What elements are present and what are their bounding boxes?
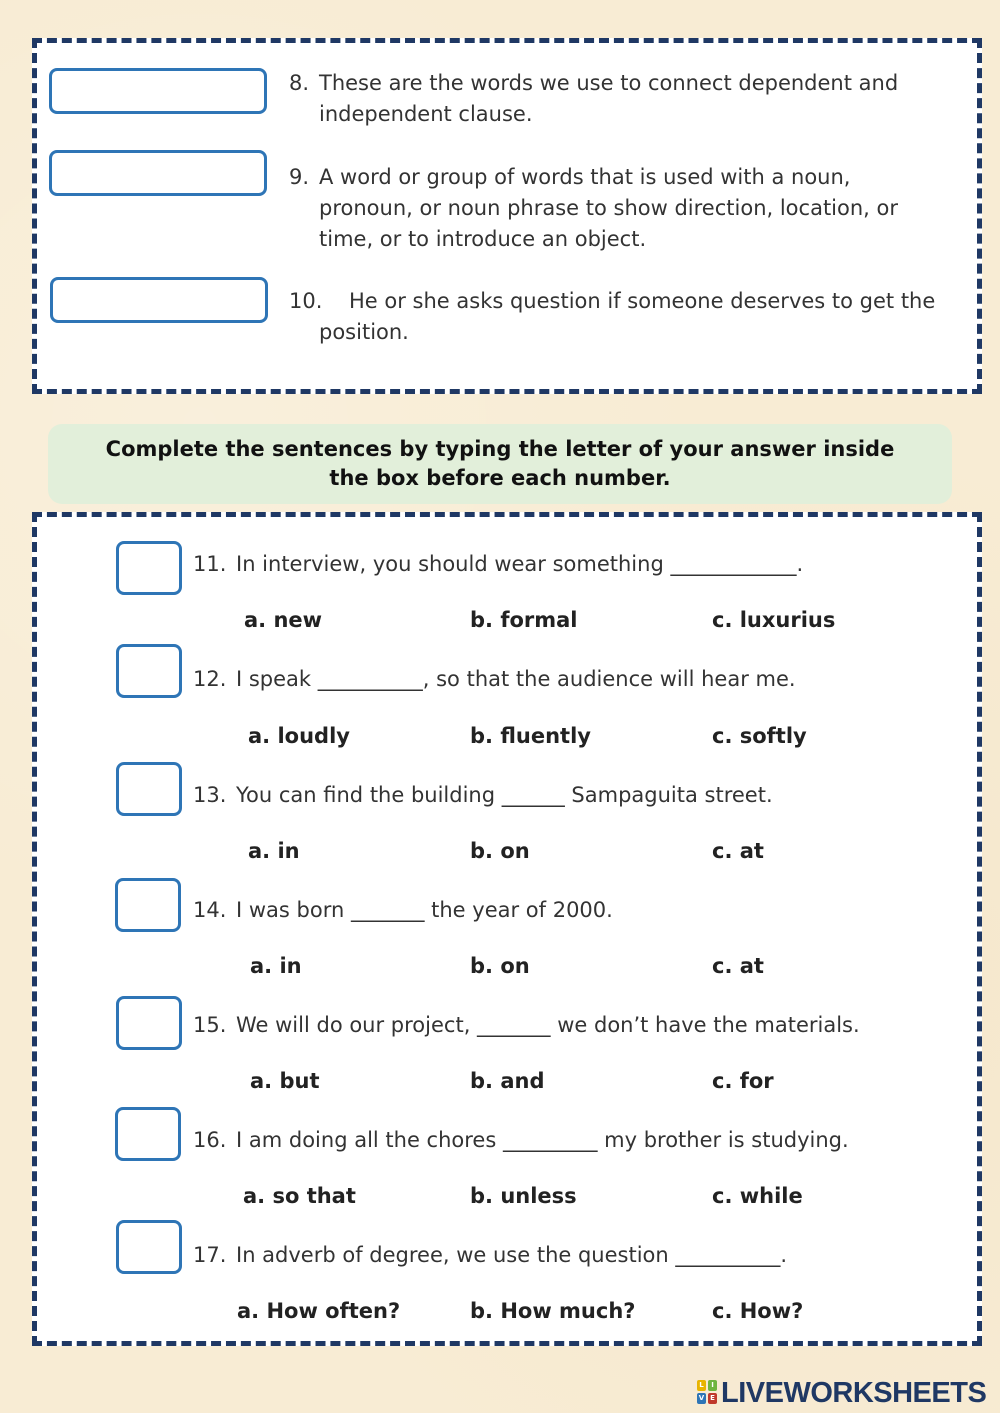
choice-11-a: a. new bbox=[244, 608, 323, 632]
answer-box-14[interactable] bbox=[115, 878, 181, 932]
question-number-13: 13. bbox=[193, 783, 227, 807]
choice-16-a: a. so that bbox=[243, 1184, 356, 1208]
item-text-8: These are the words we use to connect dependent and independent clause. bbox=[319, 71, 899, 126]
item-text-9: A word or group of words that is used with a noun, pronoun, or noun phrase to show direction, location, or time, or to introduce an object. bbox=[319, 165, 899, 251]
question-number-12: 12. bbox=[193, 667, 227, 691]
logo-letter-i: I bbox=[708, 1380, 717, 1391]
item-number-10: 10. bbox=[289, 289, 323, 313]
logo-letter-e: E bbox=[708, 1393, 717, 1404]
liveworksheets-wordmark: LIVEWORKSHEETS bbox=[721, 1376, 987, 1409]
question-text-17: In adverb of degree, we use the question __________. bbox=[236, 1243, 788, 1267]
item-text-10: He or she asks question if someone deserves to get the position. bbox=[319, 289, 936, 344]
choice-12-c: c. softly bbox=[712, 724, 807, 748]
choice-17-b: b. How much? bbox=[470, 1299, 636, 1323]
logo-letter-v: V bbox=[698, 1394, 705, 1402]
question-number-11: 11. bbox=[193, 552, 227, 576]
choice-14-a: a. in bbox=[250, 954, 302, 978]
item-number-9: 9. bbox=[289, 165, 310, 189]
answer-box-16[interactable] bbox=[115, 1107, 181, 1161]
question-text-16: I am doing all the chores _________ my brother is studying. bbox=[236, 1128, 849, 1152]
choice-13-c: c. at bbox=[712, 839, 764, 863]
liveworksheets-brand bbox=[697, 1378, 986, 1408]
question-number-16: 16. bbox=[193, 1128, 227, 1152]
answer-box-11[interactable] bbox=[116, 541, 182, 595]
question-text-13: You can find the building ______ Sampaguita street. bbox=[236, 783, 773, 807]
choice-11-c: c. luxurius bbox=[712, 608, 836, 632]
choice-15-c: c. for bbox=[712, 1069, 774, 1093]
choice-14-b: b. on bbox=[470, 954, 530, 978]
answer-box-17[interactable] bbox=[116, 1220, 182, 1274]
answer-box-15[interactable] bbox=[116, 996, 182, 1050]
choice-14-c: c. at bbox=[712, 954, 764, 978]
choice-12-b: b. fluently bbox=[470, 724, 591, 748]
liveworksheets-logo-icon bbox=[697, 1380, 719, 1406]
choice-13-b: b. on bbox=[470, 839, 530, 863]
choice-16-c: c. while bbox=[712, 1184, 803, 1208]
answer-box-13[interactable] bbox=[116, 762, 182, 816]
answer-box-12[interactable] bbox=[116, 644, 182, 698]
question-text-12: I speak __________, so that the audience will hear me. bbox=[236, 667, 796, 691]
instruction-banner: Complete the sentences by typing the letter of your answer inside the box before each number. bbox=[48, 424, 952, 504]
choice-12-a: a. loudly bbox=[248, 724, 350, 748]
choice-15-b: b. and bbox=[470, 1069, 545, 1093]
question-number-14: 14. bbox=[193, 898, 227, 922]
question-text-14: I was born _______ the year of 2000. bbox=[236, 898, 613, 922]
answer-box-10[interactable] bbox=[50, 277, 268, 323]
logo-letter-l: L bbox=[697, 1380, 706, 1391]
choice-16-b: b. unless bbox=[470, 1184, 577, 1208]
answer-box-8[interactable] bbox=[49, 68, 267, 114]
choice-17-a: a. How often? bbox=[237, 1299, 401, 1323]
choice-15-a: a. but bbox=[250, 1069, 320, 1093]
choice-17-c: c. How? bbox=[712, 1299, 804, 1323]
answer-box-9[interactable] bbox=[49, 150, 267, 196]
item-number-8: 8. bbox=[289, 71, 310, 95]
choice-11-b: b. formal bbox=[470, 608, 578, 632]
question-text-15: We will do our project, _______ we don’t have the materials. bbox=[236, 1013, 860, 1037]
question-text-11: In interview, you should wear something ____________. bbox=[236, 552, 804, 576]
question-number-17: 17. bbox=[193, 1243, 227, 1267]
choice-13-a: a. in bbox=[248, 839, 300, 863]
question-number-15: 15. bbox=[193, 1013, 227, 1037]
